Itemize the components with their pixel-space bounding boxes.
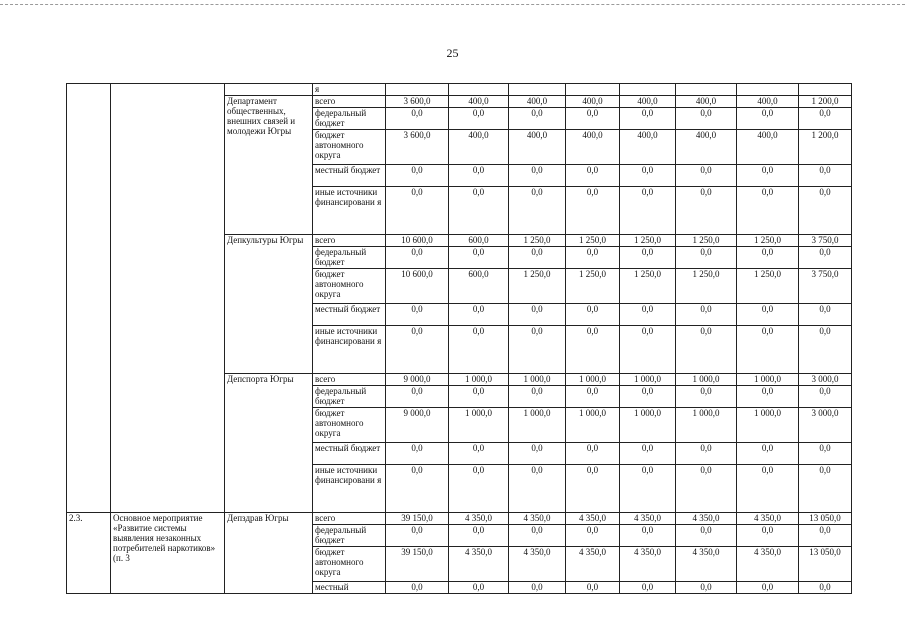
value-cell-7: 400,0	[737, 96, 799, 108]
funding-type-cell: федеральный бюджет	[313, 525, 386, 547]
funding-type-cell: бюджет автономного округа	[313, 547, 386, 582]
value-cell-8: 0,0	[799, 386, 852, 408]
value-cell-8: 0,0	[799, 108, 852, 130]
value-cell-3: 0,0	[509, 304, 566, 326]
value-cell-2: 400,0	[449, 130, 509, 165]
value-cell-1: 0,0	[386, 465, 449, 513]
value-cell-2: 0,0	[449, 187, 509, 235]
value-cell-3: 4 350,0	[509, 547, 566, 582]
value-cell-5: 0,0	[620, 326, 676, 374]
value-cell-4: 400,0	[566, 96, 620, 108]
value-cell-6: 1 250,0	[676, 235, 737, 247]
value-cell-5: 0,0	[620, 187, 676, 235]
value-cell-8: 0,0	[799, 582, 852, 594]
value-cell-7	[737, 84, 799, 96]
value-cell-2: 400,0	[449, 96, 509, 108]
value-cell-3: 1 250,0	[509, 269, 566, 304]
value-cell-8: 13 050,0	[799, 513, 852, 525]
value-cell-6: 1 000,0	[676, 374, 737, 386]
value-cell-2: 0,0	[449, 386, 509, 408]
value-cell-7: 4 350,0	[737, 513, 799, 525]
budget-table	[66, 83, 852, 594]
scan-top-edge	[0, 4, 905, 5]
value-cell-3: 0,0	[509, 108, 566, 130]
value-cell-2: 0,0	[449, 108, 509, 130]
value-cell-8: 3 000,0	[799, 374, 852, 386]
funding-type-cell: бюджет автономного округа	[313, 269, 386, 304]
value-cell-7: 400,0	[737, 130, 799, 165]
value-cell-2: 4 350,0	[449, 513, 509, 525]
value-cell-4	[566, 84, 620, 96]
value-cell-7: 0,0	[737, 165, 799, 187]
value-cell-6: 0,0	[676, 582, 737, 594]
value-cell-3: 1 250,0	[509, 235, 566, 247]
value-cell-1: 0,0	[386, 108, 449, 130]
value-cell-7: 0,0	[737, 582, 799, 594]
org-cell: Депздрав Югры	[225, 513, 313, 594]
section-number-cell: 2.3.	[67, 513, 111, 594]
value-cell-1: 10 600,0	[386, 269, 449, 304]
value-cell-4: 0,0	[566, 525, 620, 547]
value-cell-6: 1 000,0	[676, 408, 737, 443]
value-cell-1	[386, 84, 449, 96]
value-cell-6: 0,0	[676, 108, 737, 130]
value-cell-6: 400,0	[676, 130, 737, 165]
value-cell-8	[799, 84, 852, 96]
value-cell-2: 0,0	[449, 443, 509, 465]
funding-type-cell: бюджет автономного округа	[313, 408, 386, 443]
value-cell-8: 0,0	[799, 326, 852, 374]
value-cell-4: 0,0	[566, 582, 620, 594]
value-cell-4: 400,0	[566, 130, 620, 165]
value-cell-6: 1 250,0	[676, 269, 737, 304]
value-cell-4: 0,0	[566, 187, 620, 235]
value-cell-8: 0,0	[799, 187, 852, 235]
value-cell-2: 0,0	[449, 465, 509, 513]
page-number: 25	[446, 46, 459, 60]
value-cell-3: 1 000,0	[509, 374, 566, 386]
value-cell-8: 1 200,0	[799, 96, 852, 108]
value-cell-7: 0,0	[737, 187, 799, 235]
value-cell-6	[676, 84, 737, 96]
value-cell-8: 3 000,0	[799, 408, 852, 443]
value-cell-1: 0,0	[386, 326, 449, 374]
value-cell-3: 0,0	[509, 465, 566, 513]
value-cell-6: 0,0	[676, 326, 737, 374]
value-cell-2: 0,0	[449, 582, 509, 594]
value-cell-5: 1 250,0	[620, 269, 676, 304]
value-cell-4: 0,0	[566, 465, 620, 513]
value-cell-3: 0,0	[509, 582, 566, 594]
value-cell-2: 0,0	[449, 326, 509, 374]
funding-type-cell: всего	[313, 374, 386, 386]
value-cell-8: 3 750,0	[799, 235, 852, 247]
funding-type-cell: всего	[313, 235, 386, 247]
value-cell-8: 0,0	[799, 165, 852, 187]
value-cell-2: 0,0	[449, 525, 509, 547]
value-cell-5: 0,0	[620, 165, 676, 187]
value-cell-1: 0,0	[386, 443, 449, 465]
value-cell-5: 1 250,0	[620, 235, 676, 247]
value-cell-3: 0,0	[509, 326, 566, 374]
value-cell-1: 39 150,0	[386, 513, 449, 525]
value-cell-5: 0,0	[620, 304, 676, 326]
value-cell-8: 0,0	[799, 304, 852, 326]
value-cell-4: 0,0	[566, 304, 620, 326]
funding-type-cell: иные источники финансировани я	[313, 326, 386, 374]
value-cell-1: 0,0	[386, 247, 449, 269]
value-cell-6: 0,0	[676, 247, 737, 269]
value-cell-7: 0,0	[737, 525, 799, 547]
value-cell-1: 0,0	[386, 582, 449, 594]
value-cell-5: 0,0	[620, 465, 676, 513]
funding-type-cell: всего	[313, 96, 386, 108]
org-cell: Депкультуры Югры	[225, 235, 313, 374]
value-cell-2: 4 350,0	[449, 547, 509, 582]
value-cell-2: 0,0	[449, 304, 509, 326]
value-cell-3	[509, 84, 566, 96]
funding-type-cell: всего	[313, 513, 386, 525]
value-cell-1: 10 600,0	[386, 235, 449, 247]
value-cell-2: 0,0	[449, 165, 509, 187]
value-cell-2: 0,0	[449, 247, 509, 269]
value-cell-4: 4 350,0	[566, 513, 620, 525]
value-cell-5: 0,0	[620, 525, 676, 547]
value-cell-7: 1 000,0	[737, 408, 799, 443]
table-row	[67, 513, 852, 525]
value-cell-6: 0,0	[676, 525, 737, 547]
funding-type-cell: я	[313, 84, 386, 96]
value-cell-2: 1 000,0	[449, 408, 509, 443]
value-cell-3: 0,0	[509, 247, 566, 269]
value-cell-4: 0,0	[566, 386, 620, 408]
value-cell-7: 1 250,0	[737, 269, 799, 304]
value-cell-6: 0,0	[676, 304, 737, 326]
value-cell-5: 4 350,0	[620, 513, 676, 525]
section-description-cell: Основное мероприятие «Развитие системы выявления незаконных потребителей наркотиков» (п. 3	[111, 513, 225, 594]
value-cell-2	[449, 84, 509, 96]
value-cell-4: 4 350,0	[566, 547, 620, 582]
value-cell-7: 0,0	[737, 443, 799, 465]
value-cell-3: 0,0	[509, 165, 566, 187]
funding-type-cell: иные источники финансировани я	[313, 465, 386, 513]
org-cell: Департамент общественных, внешних связей и молодежи Югры	[225, 96, 313, 235]
value-cell-6: 0,0	[676, 465, 737, 513]
value-cell-6: 4 350,0	[676, 547, 737, 582]
value-cell-5: 0,0	[620, 443, 676, 465]
number-cell-continued	[67, 84, 111, 513]
funding-type-cell: местный бюджет	[313, 443, 386, 465]
value-cell-5: 4 350,0	[620, 547, 676, 582]
value-cell-1: 0,0	[386, 165, 449, 187]
funding-type-cell: федеральный бюджет	[313, 247, 386, 269]
value-cell-1: 0,0	[386, 525, 449, 547]
value-cell-5	[620, 84, 676, 96]
value-cell-7: 0,0	[737, 326, 799, 374]
description-cell-continued	[111, 84, 225, 513]
value-cell-4: 0,0	[566, 165, 620, 187]
table-row	[67, 84, 852, 96]
value-cell-8: 0,0	[799, 525, 852, 547]
value-cell-7: 0,0	[737, 465, 799, 513]
funding-type-cell: местный	[313, 582, 386, 594]
value-cell-7: 1 250,0	[737, 235, 799, 247]
value-cell-8: 0,0	[799, 247, 852, 269]
value-cell-3: 400,0	[509, 96, 566, 108]
funding-type-cell: федеральный бюджет	[313, 108, 386, 130]
value-cell-6: 4 350,0	[676, 513, 737, 525]
value-cell-1: 0,0	[386, 386, 449, 408]
value-cell-2: 600,0	[449, 235, 509, 247]
value-cell-5: 0,0	[620, 247, 676, 269]
value-cell-1: 9 000,0	[386, 408, 449, 443]
value-cell-8: 13 050,0	[799, 547, 852, 582]
value-cell-7: 0,0	[737, 386, 799, 408]
funding-type-cell: местный бюджет	[313, 165, 386, 187]
value-cell-8: 1 200,0	[799, 130, 852, 165]
value-cell-5: 400,0	[620, 130, 676, 165]
value-cell-1: 3 600,0	[386, 130, 449, 165]
value-cell-7: 1 000,0	[737, 374, 799, 386]
value-cell-4: 0,0	[566, 443, 620, 465]
org-cell-continued	[225, 84, 313, 96]
value-cell-6: 0,0	[676, 386, 737, 408]
value-cell-5: 0,0	[620, 582, 676, 594]
value-cell-3: 0,0	[509, 386, 566, 408]
value-cell-3: 400,0	[509, 130, 566, 165]
value-cell-7: 0,0	[737, 247, 799, 269]
value-cell-6: 0,0	[676, 165, 737, 187]
value-cell-1: 0,0	[386, 304, 449, 326]
value-cell-4: 1 250,0	[566, 269, 620, 304]
value-cell-7: 4 350,0	[737, 547, 799, 582]
value-cell-5: 0,0	[620, 108, 676, 130]
value-cell-8: 3 750,0	[799, 269, 852, 304]
value-cell-1: 39 150,0	[386, 547, 449, 582]
value-cell-3: 0,0	[509, 443, 566, 465]
funding-type-cell: федеральный бюджет	[313, 386, 386, 408]
org-cell: Депспорта Югры	[225, 374, 313, 513]
value-cell-2: 1 000,0	[449, 374, 509, 386]
value-cell-4: 0,0	[566, 247, 620, 269]
funding-type-cell: бюджет автономного округа	[313, 130, 386, 165]
value-cell-5: 1 000,0	[620, 374, 676, 386]
value-cell-4: 0,0	[566, 108, 620, 130]
value-cell-4: 1 000,0	[566, 408, 620, 443]
funding-type-cell: иные источники финансировани я	[313, 187, 386, 235]
value-cell-5: 400,0	[620, 96, 676, 108]
value-cell-2: 600,0	[449, 269, 509, 304]
value-cell-5: 0,0	[620, 386, 676, 408]
value-cell-4: 0,0	[566, 326, 620, 374]
value-cell-4: 1 250,0	[566, 235, 620, 247]
value-cell-5: 1 000,0	[620, 408, 676, 443]
value-cell-1: 3 600,0	[386, 96, 449, 108]
value-cell-3: 1 000,0	[509, 408, 566, 443]
value-cell-3: 0,0	[509, 187, 566, 235]
value-cell-1: 9 000,0	[386, 374, 449, 386]
value-cell-6: 0,0	[676, 443, 737, 465]
value-cell-8: 0,0	[799, 443, 852, 465]
value-cell-6: 0,0	[676, 187, 737, 235]
value-cell-3: 4 350,0	[509, 513, 566, 525]
value-cell-8: 0,0	[799, 465, 852, 513]
value-cell-6: 400,0	[676, 96, 737, 108]
value-cell-7: 0,0	[737, 108, 799, 130]
value-cell-4: 1 000,0	[566, 374, 620, 386]
value-cell-7: 0,0	[737, 304, 799, 326]
value-cell-1: 0,0	[386, 187, 449, 235]
value-cell-3: 0,0	[509, 525, 566, 547]
funding-type-cell: местный бюджет	[313, 304, 386, 326]
